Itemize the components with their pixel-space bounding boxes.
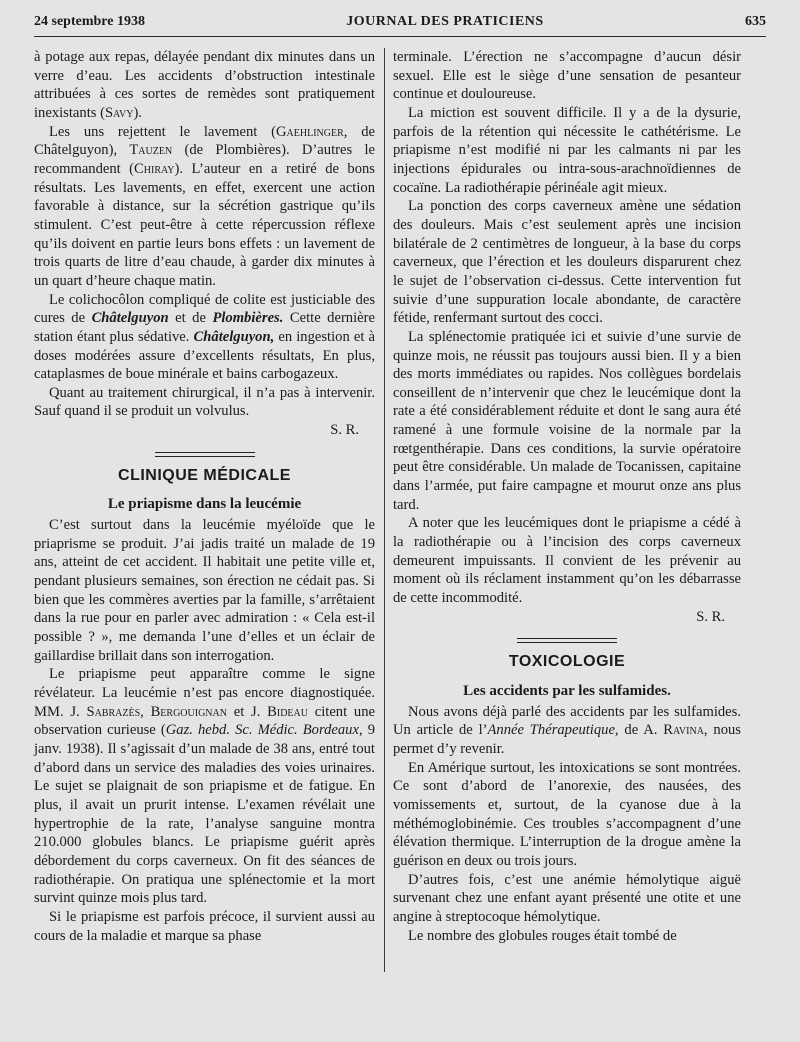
article-subheading: Le priapisme dans la leucémie [107,496,302,513]
right-column [393,48,741,945]
paragraph: Nous avons déjà parlé des accidents par les sulfamides. Un article de l’Année Thérapeutique, de A. Ravina, nous permet d’y revenir. [393,703,741,757]
header-rule [34,36,766,37]
paragraph: La ponction des corps caverneux amène une sédation des douleurs. Mais c’est seulement après une incision bilatérale de 2 centimètres de longueur, à la base du corps caverneux, que l’érection et les douleurs disparurent chez le sujet de l’observation ci-dessus. Cette intervention fut suivie d’une suppuration locale abondante, de caractère fétide, renfermant surtout des cocci. [393,198,741,327]
paragraph: Le nombre des globules rouges était tombé de [408,927,677,944]
journal-title: JOURNAL DES PRATICIENS [346,14,544,29]
paragraph: terminale. L’érection ne s’accompagne d’aucun désir sexuel. Elle est le siège d’une sensation de pesanteur continue et douloureuse. [393,49,741,103]
paragraph: D’autres fois, c’est une anémie hémolytique aiguë survenant chez une enfant ayant présenté une otite et une angine à streptocoque hémolytique. [393,871,741,925]
page-number: 635 [745,14,766,29]
section-heading-clinique: CLINIQUE MÉDICALE [118,466,291,484]
paragraph: Le priapisme peut apparaître comme le signe révélateur. La leucémie n’est pas encore diagnostiquée. MM. J. Sabrazès, Bergouignan et J. Bideau citent une observation curieuse (Gaz. hebd. Sc. Médic. Bordeaux, 9 janv. 1938). Il s’agissait d’un malade de 38 ans, entré tout d’abord dans un service des maladies des voies urinaires. Le sujet se plaignait de son priapisme et de fatigue. En plus, il avait un prurit intense. L’examen révélait une hypertrophie de la rate, l’analyse sanguine montra 210.000 globules blancs. Le priapisme guérit après débordement du corps caverneux. On fit des séances de radiothérapie. On pratiqua une splénectomie et la mort survint quinze mois plus tard. [34,666,375,907]
paragraph: Le colichocôlon compliqué de colite est justiciable des cures de Châtelguyon et de Plombières. Cette dernière station étant plus sédative. Châtelguyon, en ingestion et à doses modérées assure d’excellents résultats, En plus, cataplasmes de boue minérale et bains carbogazeux. [34,291,375,383]
page-header [34,14,766,36]
article-subheading: Les accidents par les sulfamides. [463,683,671,699]
section-separator [155,452,255,457]
paragraph: Si le priapisme est parfois précoce, il survient aussi au cours de la maladie et marque sa phase [34,908,375,944]
section-separator [517,638,617,643]
paragraph: A noter que les leucémiques dont le priapisme a cédé à la radiothérapie ou à l’incision des corps caverneux demeurent impuissants. Il convient de les prévenir au moment où ils réclament instamment qu’on les débarrasse de cette incommodité. [393,515,741,607]
header-date: 24 septembre 1938 [34,14,145,29]
column-divider [384,48,385,972]
paragraph: Quant au traitement chirurgical, il n’a pas à intervenir. Sauf quand il se produit un volvulus. [34,384,375,420]
left-column [34,48,375,945]
paragraph: Les uns rejettent le lavement (Gaehlinger, de Châtelguyon), Tauzen (de Plombières). D’autres le recommandent (Chiray). L’auteur en a retiré de bons résultats. Les lavements, en effet, exercent une action favorable à distance, sur la sécrétion gastrique qu’ils stimulent. C’est peut-être à cette répercussion réflexe qu’ils doivent en partie leurs bons effets : un lavement de trois quarts de litre d’eau chaude, à garder dix minutes à un quart d’heure chaque matin. [34,123,375,289]
signature: S. R. [696,608,725,625]
section-heading-toxicologie: TOXICOLOGIE [508,653,626,671]
paragraph: à potage aux repas, délayée pendant dix minutes dans un verre d’eau. Les accidents d’obstruction intestinale attribuées à ces sortes de remèdes sont pratiquement inexistants (Savy). [34,49,375,121]
paragraph: La splénectomie pratiquée ici et suivie d’une survie de quinze mois, ne réussit pas toujours aussi bien. Il y a bien des morts immédiates ou rapides. Nos collègues bordelais conseillent de n’intervenir que chez le leucémique dont la rate a été considérablement réduite et dont le sang aura été ramené à une formule voisine de la normale par la rœtgenthérapie. Dans ces conditions, la survie opératoire peut être considérable. Un malade de Tocanissen, capitaine dans l’armée, put faire campagne et mourut onze ans plus tard. [393,328,741,513]
paragraph: En Amérique surtout, les intoxications se sont montrées. Ce sont d’abord de l’anorexie, des nausées, des vomissements et, surtout, de la cyanose due à la méthémoglobinémie. Ces troubles s’accompagnent d’une élévation thermique. L’interruption de la drogue amène la guérison en deux ou trois jours. [393,759,741,869]
signature: S. R. [330,422,359,439]
paragraph: C’est surtout dans la leucémie myéloïde que le priaprisme se produit. J’ai jadis traité un malade de 19 ans, atteint de cet accident. Il habitait une petite ville et, pendant plusieurs semaines, son érection ne cédait pas. Si bien que les commères averties par la famille, s’arrêtaient dans la rue pour en parler avec admiration : « Cela est-il possible ? », me demanda l’une d’elles et un éclair de gaillardise brillait dans son interrogation. [34,517,375,664]
paragraph: La miction est souvent difficile. Il y a de la dysurie, parfois de la rétention qui nécessite le cathétérisme. Le priapisme n’est modifié ni par les calmants ni par les injections épidurales ou intra-sous-arachnoïdiennes de cocaïne. La radiothérapie périnéale agit mieux. [393,104,741,196]
